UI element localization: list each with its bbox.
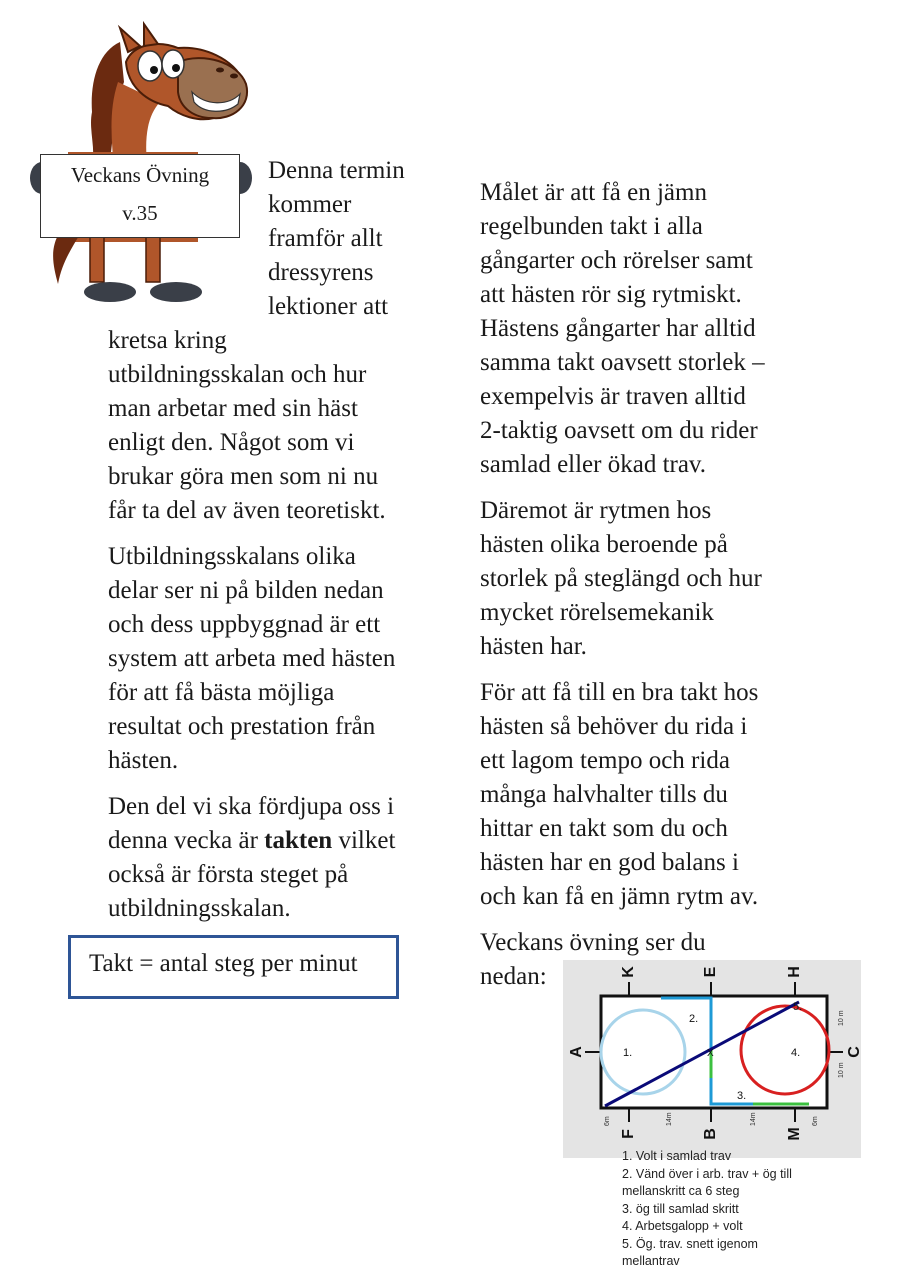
text-line: gångarter och rörelser samt: [480, 247, 753, 274]
text-line: framför allt: [268, 225, 383, 252]
text-line: nedan:: [480, 963, 547, 990]
text-line: samlad eller ökad trav.: [480, 451, 707, 478]
text-line: för att få bästa möjliga: [108, 679, 335, 706]
bold-keyword: takten: [264, 827, 333, 854]
text-line: regelbunden takt i alla: [480, 213, 703, 240]
text-line: Utbildningsskalans olika: [108, 543, 356, 570]
legend-item: 5. Ög. trav. snett igenom: [622, 1236, 758, 1251]
text-line: [108, 824, 438, 858]
text-line: och dess uppbyggnad är ett: [108, 611, 381, 638]
text-line: hästen har en god balans i: [480, 849, 739, 876]
text-span: vilket: [332, 827, 396, 854]
text-line: Däremot är rytmen hos: [480, 497, 712, 524]
marker-4: 4.: [791, 1047, 801, 1059]
legend-item: 3. ög till samlad skritt: [622, 1201, 739, 1216]
text-line: får ta del av även teoretiskt.: [108, 497, 386, 524]
weekly-exercise-sign: [40, 154, 240, 238]
text-line: hästen.: [108, 747, 179, 774]
text-line: Veckans övning ser du: [480, 929, 706, 956]
letter-a: A: [568, 1046, 585, 1058]
text-line: utbildningsskalan.: [108, 895, 291, 922]
left-paragraph-3: [108, 790, 438, 926]
marker-2: 2.: [689, 1013, 699, 1025]
right-paragraph-1: [480, 176, 810, 482]
text-line: För att få till en bra takt hos: [480, 679, 759, 706]
marker-1: 1.: [623, 1047, 633, 1059]
text-line: också är första steget på: [108, 861, 349, 888]
letter-c: C: [846, 1046, 863, 1058]
legend-item: 2. Vänd över i arb. trav + ög till: [622, 1166, 792, 1181]
text-line: man arbetar med sin häst: [108, 395, 358, 422]
left-paragraph-2: [108, 540, 438, 778]
text-line: utbildningsskalan och hur: [108, 361, 367, 388]
text-line: hästen olika beroende på: [480, 531, 728, 558]
text-line: enligt den. Något som vi: [108, 429, 355, 456]
text-line: och kan få en jämn rytm av.: [480, 883, 759, 910]
text-line: att hästen rör sig rytmiskt.: [480, 281, 742, 308]
exercise-legend: [622, 1148, 842, 1271]
text-line: Denna termin: [268, 157, 405, 184]
sign-title: Veckans Övning: [70, 163, 210, 187]
arena-diagram: [563, 960, 861, 1158]
dim-label: 14m: [666, 1112, 673, 1126]
takt-definition-box: Takt = antal steg per minut: [68, 935, 399, 999]
letter-f: F: [620, 1129, 637, 1139]
text-line: hästen så behöver du rida i: [480, 713, 748, 740]
text-line: kommer: [268, 191, 352, 218]
legend-item: 1. Volt i samlad trav: [622, 1149, 732, 1163]
dim-label: 10 m: [838, 1010, 845, 1026]
text-line: Hästens gångarter har alltid: [480, 315, 756, 342]
text-line: resultat och prestation från: [108, 713, 376, 740]
legend-item: 4. Arbetsgalopp + volt: [622, 1219, 743, 1233]
text-line: exempelvis är traven alltid: [480, 383, 746, 410]
legend-item: mellantrav: [622, 1254, 680, 1268]
letter-h: H: [786, 966, 803, 978]
text-line: lektioner att: [268, 293, 389, 320]
left-paragraph-1: [108, 324, 438, 528]
text-line: Målet är att få en jämn: [480, 179, 707, 206]
marker-3: 3.: [737, 1090, 747, 1102]
dim-label: 10 m: [838, 1062, 845, 1078]
text-line: 2-taktig oavsett om du rider: [480, 417, 758, 444]
text-line: hästen har.: [480, 633, 587, 660]
text-line: delar ser ni på bilden nedan: [108, 577, 384, 604]
sign-week: v.35: [122, 201, 158, 225]
letter-b: B: [702, 1128, 719, 1140]
intro-text: [268, 154, 448, 324]
dim-label: 6m: [812, 1116, 819, 1126]
text-line: samma takt oavsett storlek –: [480, 349, 765, 376]
text-line: brukar göra men som ni nu: [108, 463, 379, 490]
right-paragraph-2: [480, 494, 810, 664]
text-line: storlek på steglängd och hur: [480, 565, 762, 592]
letter-e: E: [702, 966, 719, 978]
letter-k: K: [620, 966, 637, 978]
text-line: system att arbeta med hästen: [108, 645, 396, 672]
dim-label: 14m: [750, 1112, 757, 1126]
letter-m: M: [786, 1127, 803, 1141]
legend-item: mellanskritt ca 6 steg: [622, 1184, 740, 1198]
text-line: kretsa kring: [108, 327, 227, 354]
dim-label: 6m: [604, 1116, 611, 1126]
text-line: mycket rörelsemekanik: [480, 599, 714, 626]
marker-5: 5.: [793, 1001, 803, 1013]
text-line: ett lagom tempo och rida: [480, 747, 730, 774]
text-span: denna vecka är: [108, 827, 265, 854]
text-line: Den del vi ska fördjupa oss i: [108, 793, 395, 820]
center-x: X: [707, 1048, 714, 1059]
text-line: hittar en takt som du och: [480, 815, 728, 842]
text-line: många halvhalter tills du: [480, 781, 728, 808]
right-paragraph-3: [480, 676, 810, 914]
text-line: dressyrens: [268, 259, 374, 286]
